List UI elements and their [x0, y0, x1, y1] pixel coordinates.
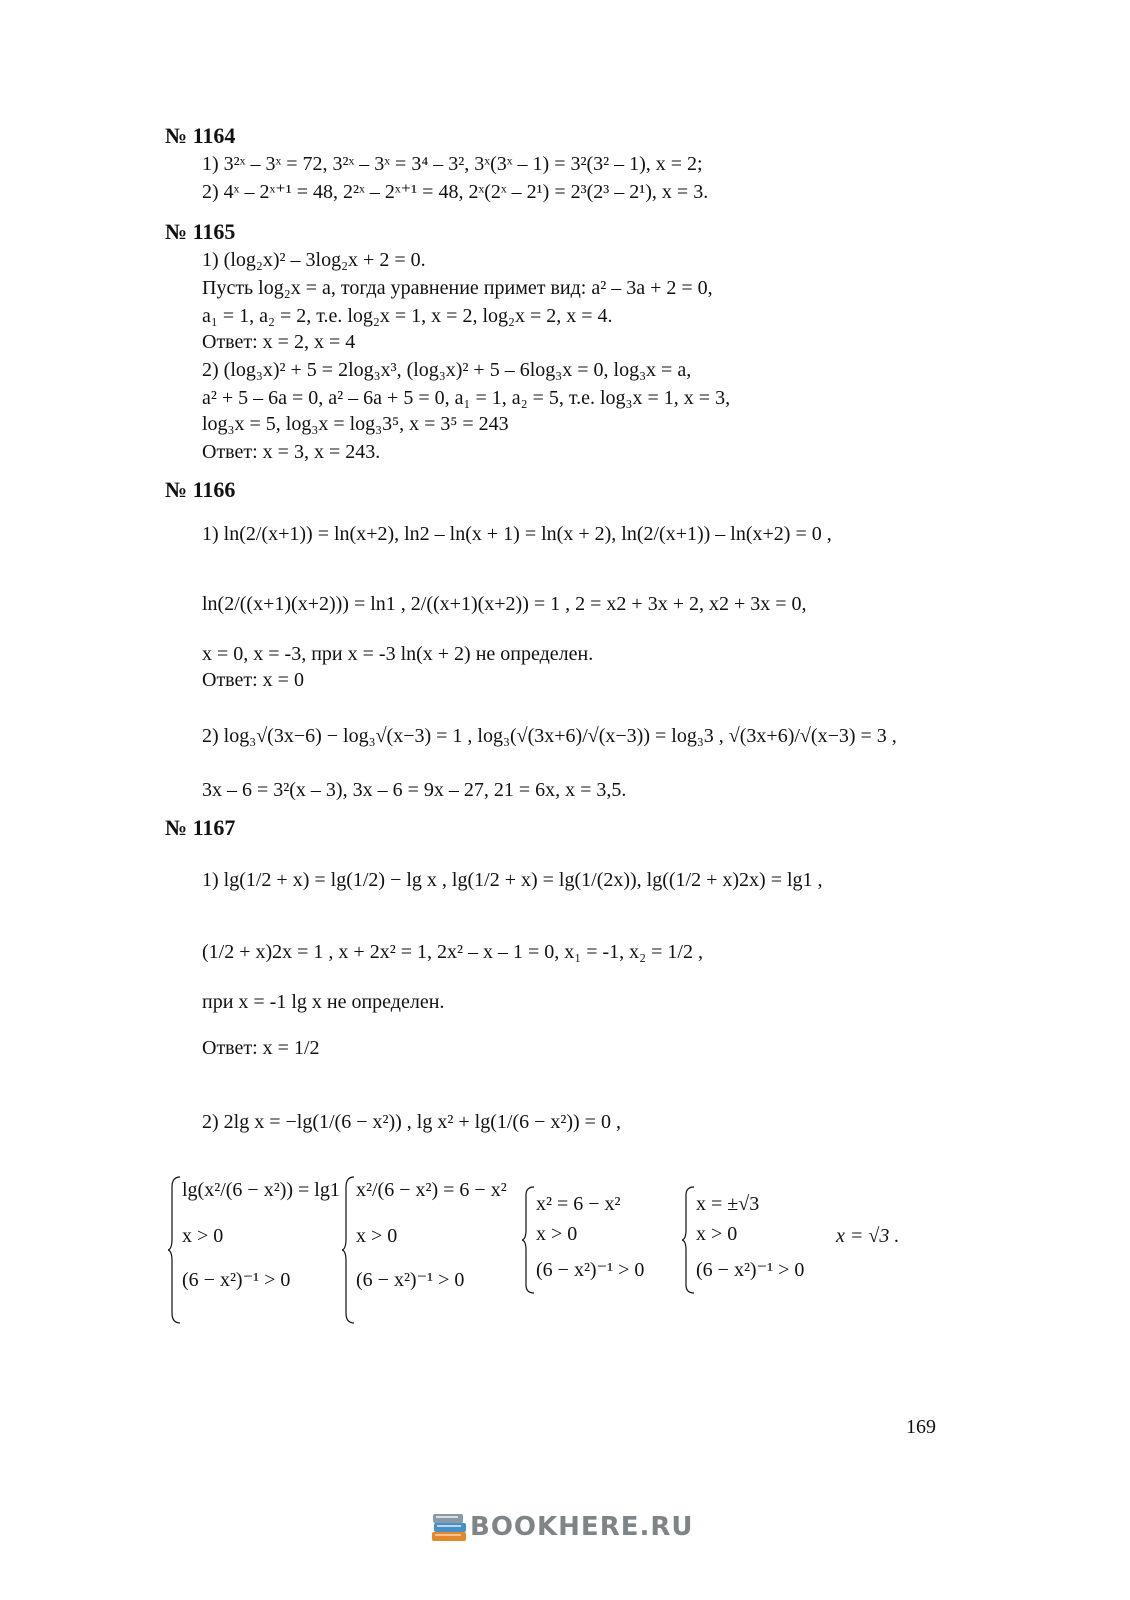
exercise-1167-line-2: (1/2 + x)2x = 1 , x + 2x² = 1, 2x² – x – 1 = 0, x₁ = -1, x₂ = 1/2 , — [202, 941, 703, 963]
exercise-1165-line-7: log₃x = 5, log₃x = log₃3⁵, x = 3⁵ = 243 — [202, 413, 509, 435]
exercise-1165-title: № 1165 — [165, 219, 236, 244]
system-2 — [342, 1175, 522, 1325]
exercise-1165-line-8: Ответ: x = 3, x = 243. — [202, 441, 381, 463]
exercise-1167-line-1: 1) lg(1/2 + x) = lg(1/2) − lg x , lg(1/2 + x) = lg(1/(2x)), lg((1/2 + x)2x) = lg1 , — [202, 869, 823, 891]
exercise-1167-line-5: 2) 2lg x = −lg(1/(6 − x²)) , lg x² + lg(1/(6 − x²)) = 0 , — [202, 1111, 621, 1133]
system-2-row-3: (6 − x²)⁻¹ > 0 — [356, 1269, 465, 1291]
exercise-1165-line-5: 2) (log₃x)² + 5 = 2log₃x³, (log₃x)² + 5 – 6log₃x = 0, log₃x = a, — [202, 359, 692, 381]
final-answer: x = √3 . — [836, 1225, 900, 1247]
system-3-row-2: x > 0 — [536, 1223, 578, 1245]
system-4 — [682, 1185, 832, 1295]
exercise-1166-line-2: ln(2/((x+1)(x+2))) = ln1 , 2/((x+1)(x+2)) = 1 , 2 = x2 + 3x + 2, x2 + 3x = 0, — [202, 593, 807, 615]
exercise-1165-line-1: 1) (log₂x)² – 3log₂x + 2 = 0. — [202, 249, 426, 271]
system-3-row-1: x² = 6 − x² — [536, 1193, 621, 1215]
exercise-1165-line-6: a² + 5 – 6a = 0, a² – 6a + 5 = 0, a₁ = 1, a₂ = 5, т.е. log₃x = 1, x = 3, — [202, 387, 731, 409]
exercise-1165-line-3: a₁ = 1, a₂ = 2, т.е. log₂x = 1, x = 2, log₂x = 2, x = 4. — [202, 305, 613, 327]
system-4-row-1: x = ±√3 — [696, 1193, 760, 1215]
page-number: 169 — [906, 1416, 936, 1438]
system-1 — [168, 1175, 348, 1325]
system-brace-icon — [168, 1175, 182, 1325]
exercise-1167-title: № 1167 — [165, 815, 236, 840]
system-1-row-1: lg(x²/(6 − x²)) = lg1 — [182, 1179, 340, 1201]
system-2-row-2: x > 0 — [356, 1225, 398, 1247]
system-4-row-2: x > 0 — [696, 1223, 738, 1245]
logo-text: BOOKHERE.RU — [470, 1512, 694, 1542]
system-3-row-3: (6 − x²)⁻¹ > 0 — [536, 1259, 645, 1281]
exercise-1164-line-2: 2) 4ˣ – 2ˣ⁺¹ = 48, 2²ˣ – 2ˣ⁺¹ = 48, 2ˣ(2ˣ – 2¹) = 2³(2³ – 2¹), x = 3. — [202, 181, 709, 203]
exercise-1164-title: № 1164 — [165, 123, 236, 148]
system-brace-icon — [682, 1185, 696, 1295]
system-brace-icon — [342, 1175, 356, 1325]
exercise-1166-title: № 1166 — [165, 477, 236, 502]
exercise-1164-line-1: 1) 3²ˣ – 3ˣ = 72, 3²ˣ – 3ˣ = 3⁴ – 3², 3ˣ(3ˣ – 1) = 3²(3² – 1), x = 2; — [202, 153, 703, 175]
exercise-1167-line-3: при x = -1 lg x не определен. — [202, 991, 445, 1013]
exercise-1166-line-4: Ответ: x = 0 — [202, 669, 304, 691]
system-brace-icon — [522, 1185, 536, 1295]
exercise-1166-line-5: 2) log₃√(3x−6) − log₃√(x−3) = 1 , log₃(√(3x+6)/√(x−3)) = log₃3 , √(3x+6)/√(x−3) = 3 , — [202, 725, 897, 747]
exercise-1166-line-1: 1) ln(2/(x+1)) = ln(x+2), ln2 – ln(x + 1) = ln(x + 2), ln(2/(x+1)) – ln(x+2) = 0 , — [202, 523, 832, 545]
exercise-1165-line-2: Пусть log₂x = a, тогда уравнение примет вид: a² – 3a + 2 = 0, — [202, 277, 713, 299]
bookhere-logo — [430, 1510, 693, 1544]
exercise-1165-line-4: Ответ: x = 2, x = 4 — [202, 331, 356, 353]
system-2-row-1: x²/(6 − x²) = 6 − x² — [356, 1179, 507, 1201]
exercise-1166-line-3: x = 0, x = -3, при x = -3 ln(x + 2) не определен. — [202, 643, 594, 665]
system-1-row-3: (6 − x²)⁻¹ > 0 — [182, 1269, 291, 1291]
system-1-row-2: x > 0 — [182, 1225, 224, 1247]
books-stack-icon — [430, 1510, 470, 1544]
system-4-row-3: (6 − x²)⁻¹ > 0 — [696, 1259, 805, 1281]
system-3 — [522, 1185, 692, 1295]
exercise-1166-line-6: 3x – 6 = 3²(x – 3), 3x – 6 = 9x – 27, 21 = 6x, x = 3,5. — [202, 779, 627, 801]
exercise-1167-line-4: Ответ: x = 1/2 — [202, 1037, 320, 1059]
